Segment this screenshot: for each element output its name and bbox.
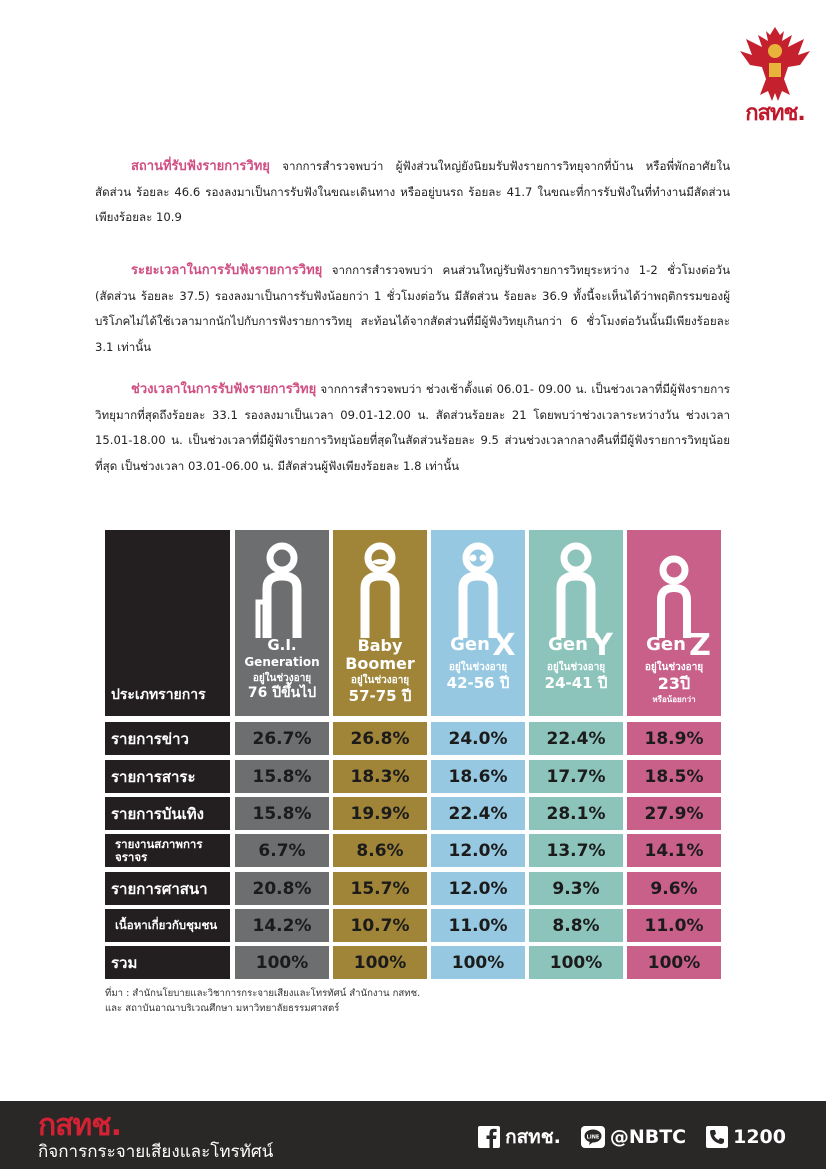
source-line1: ที่มา : สำนักนโยบายและวิชาการกระจายเสียงและโทรทัศน์ สำนักงาน กสทช.	[105, 988, 421, 999]
column-header-gen-z	[627, 530, 721, 716]
column-name-line2: Generation	[244, 655, 320, 669]
column-age-line1: อยู่ในช่วงอายุ	[252, 673, 312, 684]
column-name-line2: Y	[591, 628, 613, 663]
column-header-gi	[235, 530, 329, 716]
column-header-gen-x	[431, 530, 525, 716]
phone-icon	[706, 1126, 728, 1148]
row-label: รายงานสภาพการจราจร	[105, 834, 230, 867]
table-cell: 100%	[235, 946, 329, 979]
paragraph-listening-time	[95, 377, 730, 479]
row-label: รายการบันเทิง	[105, 797, 230, 830]
footer-line-label: @NBTC	[609, 1126, 687, 1148]
footer-contacts	[478, 1122, 786, 1152]
footer-phone-label: 1200	[733, 1126, 786, 1148]
table-cell: 15.8%	[235, 797, 329, 830]
table-cell: 10.7%	[333, 909, 427, 942]
table-cell: 14.1%	[627, 834, 721, 867]
paragraph-title: ช่วงเวลาในการรับฟังรายการวิทยุ	[131, 382, 317, 397]
footer-facebook[interactable]	[478, 1122, 561, 1152]
table-cell: 100%	[627, 946, 721, 979]
source-line2: และ สถาบันอาณาบริเวณศึกษา มหาวิทยาลัยธรรมศาสตร์	[105, 1003, 340, 1014]
table-cell: 17.7%	[529, 760, 623, 793]
table-cell: 9.6%	[627, 872, 721, 905]
table-cell: 18.5%	[627, 760, 721, 793]
table-cell: 12.0%	[431, 872, 525, 905]
column-age-line1: อยู่ในช่วงอายุ	[448, 662, 508, 673]
child-person-icon	[644, 540, 704, 640]
table-cell: 26.8%	[333, 722, 427, 755]
table-header-label: ประเภทรายการ	[111, 687, 206, 703]
table-cell: 100%	[431, 946, 525, 979]
row-label: เนื้อหาเกี่ยวกับชุมชน	[105, 909, 230, 942]
column-age-line2: 42-56 ปี	[446, 674, 510, 692]
column-header-gen-y	[529, 530, 623, 716]
table-cell: 12.0%	[431, 834, 525, 867]
paragraph-body: จากการสำรวจพบว่า ผู้ฟังส่วนใหญ่ยังนิยมรับฟังรายการวิทยุจากที่บ้าน หรือพี่พักอาศัยในสัดส่วน ร้อยละ 46.6 รองลงมาเป็นการรับฟังในขณะเดินทาง หรืออยู่บนรถ ร้อยละ 41.7 ในขณะที่การรับฟังในที่ทำงานมีสัดส่วนเพียงร้อยละ 10.9	[95, 159, 730, 224]
table-cell: 14.2%	[235, 909, 329, 942]
column-age-line1: อยู่ในช่วงอายุ	[350, 675, 410, 686]
footer-facebook-label: กสทช.	[505, 1126, 561, 1148]
paragraph-body: จากการสำรวจพบว่า คนส่วนใหญ่รับฟังรายการวิทยุระหว่าง 1-2 ชั่วโมงต่อวัน (สัดส่วน ร้อยละ 37.5) รองลงมาเป็นการรับฟังน้อยกว่า 1 ชั่วโมงต่อวัน มีสัดส่วน ร้อยละ 36.9 ทั้งนี้จะเห็นได้ว่าพฤติกรรมของผู้บริโภคไม่ได้ใช้เวลามากนักไปกับการฟังรายการวิทยุ สะท้อนได้จากสัดส่วนที่มีผู้ฟังวิทยุเกินกว่า 6 ชั่วโมงต่อวันนั้นมีเพียงร้อยละ 3.1 เท่านั้น	[95, 263, 730, 354]
footer-phone[interactable]	[706, 1126, 786, 1148]
column-age-line3: หรือน้อยกว่า	[652, 695, 696, 704]
table-cell: 26.7%	[235, 722, 329, 755]
table-cell: 15.7%	[333, 872, 427, 905]
column-age-line2: 23ปี	[657, 674, 691, 693]
column-age-line1: อยู่ในช่วงอายุ	[644, 662, 704, 673]
table-cell: 8.6%	[333, 834, 427, 867]
column-name-line2: Z	[689, 628, 711, 663]
table-cell: 8.8%	[529, 909, 623, 942]
footer-line[interactable]	[581, 1126, 686, 1148]
column-age-line1: อยู่ในช่วงอายุ	[546, 662, 606, 673]
column-age-line2: 24-41 ปี	[544, 674, 608, 692]
paragraph-body: จากการสำรวจพบว่า ช่วงเช้าตั้งแต่ 06.01- 09.00 น. เป็นช่วงเวลาที่มีผู้ฟังรายการวิทยุมากที่สุดถึงร้อยละ 33.1 รองลงมาเป็นเวลา 09.01-12.00 น. สัดส่วนร้อยละ 21 โดยพบว่าช่วงเวลาระหว่างวัน ช่วงเวลา 15.01-18.00 น. เป็นช่วงเวลาที่มีผู้ฟังรายการวิทยุน้อยที่สุดในสัดส่วนร้อยละ 9.5 ส่วนช่วงเวลากลางคืนที่มีผู้ฟังรายการวิทยุน้อยที่สุด เป็นช่วงเวลา 03.01-06.00 น. มีสัดส่วนผู้ฟังเพียงร้อยละ 1.8 เท่านั้น	[95, 382, 730, 473]
paragraph-title: ระยะเวลาในการรับฟังรายการวิทยุ	[131, 263, 323, 278]
paragraph-listening-duration	[95, 258, 730, 360]
table-cell: 13.7%	[529, 834, 623, 867]
glasses-person-icon	[448, 540, 508, 640]
table-cell: 18.9%	[627, 722, 721, 755]
table-cell: 100%	[333, 946, 427, 979]
row-label: รายการสาระ	[105, 760, 230, 793]
paragraph-listening-location	[95, 154, 730, 231]
column-header-baby-boomer	[333, 530, 427, 716]
column-name-line1: G.I.	[267, 636, 297, 654]
paragraph-title: สถานที่รับฟังรายการวิทยุ	[131, 159, 270, 174]
generation-program-table	[105, 530, 720, 980]
source-note	[105, 986, 420, 1016]
column-name-line1: Gen	[450, 634, 490, 655]
table-cell: 100%	[529, 946, 623, 979]
row-label: รายการศาสนา	[105, 872, 230, 905]
column-name-line2: X	[492, 628, 516, 663]
person-icon	[546, 540, 606, 640]
footer-brand: กสทช.	[38, 1108, 122, 1143]
table-cell: 18.3%	[333, 760, 427, 793]
column-name-line1: Gen	[548, 634, 588, 655]
table-cell: 6.7%	[235, 834, 329, 867]
column-name-line1: Baby	[357, 636, 403, 655]
footer-subtitle: กิจการกระจายเสียงและโทรทัศน์	[38, 1142, 274, 1162]
column-age-line2: 76 ปีขึ้นไป	[247, 685, 317, 701]
table-header-label-cell	[105, 530, 230, 716]
column-age-line2: 57-75 ปี	[348, 687, 412, 705]
table-cell: 18.6%	[431, 760, 525, 793]
table-cell: 22.4%	[529, 722, 623, 755]
elderly-person-with-cane-icon	[252, 540, 312, 640]
column-name-line1: Gen	[646, 634, 686, 655]
table-cell: 15.8%	[235, 760, 329, 793]
column-name-line2: Boomer	[345, 654, 415, 673]
line-app-icon	[581, 1126, 605, 1148]
row-label: รายการข่าว	[105, 722, 230, 755]
row-label: รวม	[105, 946, 230, 979]
mustache-person-icon	[350, 540, 410, 640]
table-cell: 11.0%	[431, 909, 525, 942]
logo-text: กสทช.	[745, 101, 805, 126]
table-cell: 24.0%	[431, 722, 525, 755]
table-cell: 28.1%	[529, 797, 623, 830]
table-cell: 9.3%	[529, 872, 623, 905]
svg-text:LINE: LINE	[586, 1134, 600, 1141]
table-cell: 11.0%	[627, 909, 721, 942]
table-cell: 27.9%	[627, 797, 721, 830]
facebook-icon	[478, 1126, 500, 1148]
table-cell: 19.9%	[333, 797, 427, 830]
table-cell: 20.8%	[235, 872, 329, 905]
table-cell: 22.4%	[431, 797, 525, 830]
